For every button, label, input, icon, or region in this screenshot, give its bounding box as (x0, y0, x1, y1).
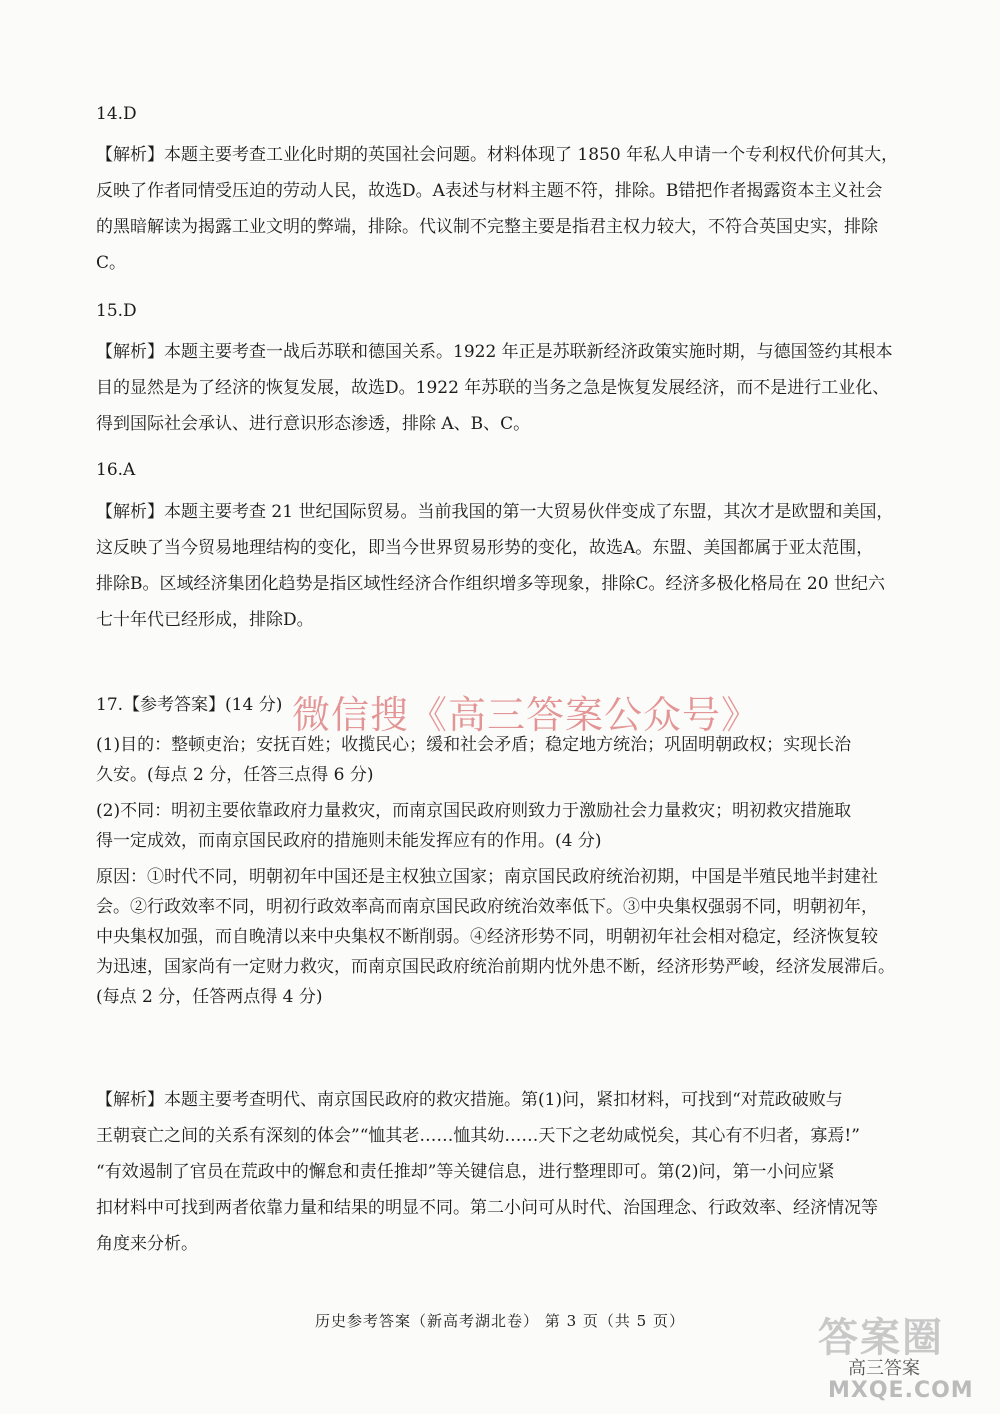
q15-line: 得到国际社会承认、进行意识形态渗透，排除 A、B、C。 (96, 414, 531, 434)
q15-answer: 15.D (96, 301, 137, 321)
logo-caption: 高三答案 (848, 1358, 920, 1379)
q17-analysis-line: “有效遏制了官员在荒政中的懈怠和责任推却”等关键信息，进行整理即可。第(2)问，第一小问应紧 (96, 1162, 835, 1182)
q17-line: (2)不同：明初主要依靠政府力量救灾，而南京国民政府则致力于激励社会力量救灾；明初救灾措施取 (96, 801, 852, 821)
q17-line: 得一定成效，而南京国民政府的措施则未能发挥应有的作用。(4 分) (96, 831, 602, 851)
q16-line: 【解析】本题主要考查 21 世纪国际贸易。当前我国的第一大贸易伙伴变成了东盟，其次才是欧盟和美国， (96, 502, 894, 522)
q17-line: (1)目的：整顿吏治；安抚百姓；收揽民心；缓和社会矛盾；稳定地方统治；巩固明朝政权；实现长治 (96, 735, 852, 755)
q16-line: 七十年代已经形成，排除D。 (96, 610, 314, 630)
q17-line: (每点 2 分，任答两点得 4 分) (96, 987, 323, 1007)
q17-analysis-line: 王朝衰亡之间的关系有深刻的体会”“恤其老……恤其幼……天下之老幼咸悦矣，其心有不归者，寡焉!” (96, 1126, 860, 1146)
logo-domain: MXQE.COM (828, 1378, 974, 1403)
q17-line: 原因：①时代不同，明朝初年中国还是主权独立国家；南京国民政府统治初期，中国是半殖民地半封建社 (96, 867, 878, 887)
logo-mark: 答案圈 (818, 1315, 944, 1361)
q16-line: 这反映了当今贸易地理结构的变化，即当今世界贸易形势的变化，故选A。东盟、美国都属于亚太范围， (96, 538, 874, 558)
q17-analysis-line: 角度来分析。 (96, 1234, 198, 1254)
q17-line: 会。②行政效率不同，明初行政效率高而南京国民政府统治效率低下。③中央集权强弱不同，明朝初年， (96, 897, 878, 917)
q17-analysis-line: 【解析】本题主要考查明代、南京国民政府的救灾措施。第(1)问，紧扣材料，可找到“对荒政破败与 (96, 1090, 843, 1110)
q14-answer: 14.D (96, 104, 137, 124)
q15-line: 目的显然是为了经济的恢复发展，故选D。1922 年苏联的当务之急是恢复发展经济，而不是进行工业化、 (96, 378, 890, 398)
q17-line: 中央集权加强，而自晚清以来中央集权不断削弱。④经济形势不同，明朝初年社会相对稳定，经济恢复较 (96, 927, 878, 947)
site-logo (808, 1306, 978, 1406)
page-footer: 历史参考答案（新高考湖北卷） 第 3 页（共 5 页） (315, 1312, 685, 1330)
q15-analysis (96, 334, 916, 442)
q17-analysis-line: 扣材料中可找到两者依靠力量和结果的明显不同。第二小问可从时代、治国理念、行政效率、经济情况等 (96, 1198, 878, 1218)
q16-answer: 16.A (96, 460, 136, 480)
wechat-watermark: 微信搜《高三答案公众号》 (292, 693, 761, 737)
q15-line: 【解析】本题主要考查一战后苏联和德国关系。1922 年正是苏联新经济政策实施时期，与德国签约其根本 (96, 342, 893, 362)
q16-analysis (96, 494, 916, 638)
q17-line: 久安。(每点 2 分，任答三点得 6 分) (96, 765, 374, 785)
q14-line: 【解析】本题主要考查工业化时期的英国社会问题。材料体现了 1850 年私人申请一个专利权代价何其大， (96, 145, 899, 165)
q14-analysis (96, 137, 916, 281)
q14-line: 的黑暗解读为揭露工业文明的弊端，排除。代议制不完整主要是指君主权力较大，不符合英国史实，排除 (96, 217, 878, 237)
q17-line: 为迅速，国家尚有一定财力救灾，而南京国民政府统治前期内忧外患不断，经济形势严峻，经济发展滞后。 (96, 957, 895, 977)
q17-header: 17.【参考答案】(14 分) (96, 695, 283, 715)
q14-line: 反映了作者同情受压迫的劳动人民，故选D。A表述与材料主题不符，排除。B错把作者揭露资本主义社会 (96, 181, 883, 201)
q14-line: C。 (96, 253, 127, 273)
q17-reference-answer (96, 730, 916, 1012)
q17-analysis (96, 1082, 916, 1262)
q16-line: 排除B。区域经济集团化趋势是指区域性经济合作组织增多等现象，排除C。经济多极化格局在 20 世纪六 (96, 574, 885, 594)
